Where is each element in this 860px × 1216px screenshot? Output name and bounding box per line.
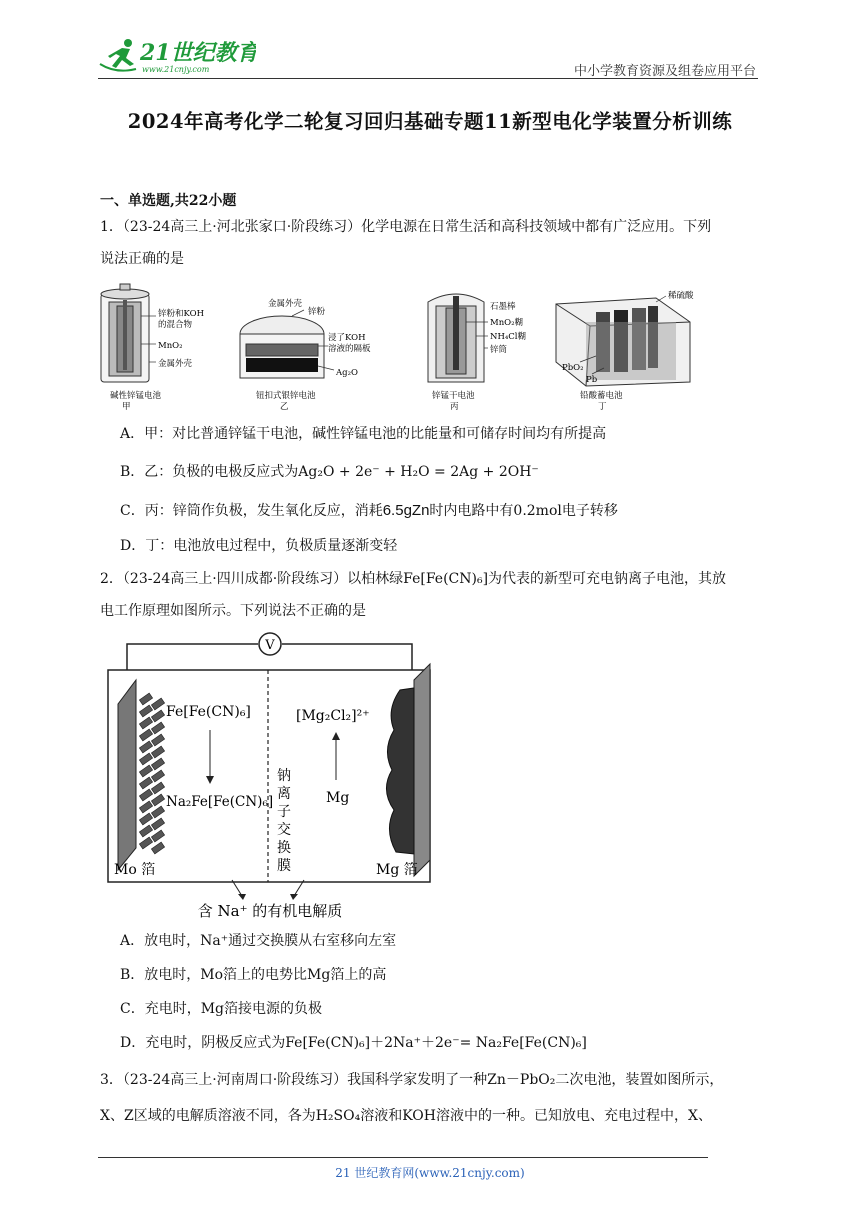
q1-option-b-prefix: B．乙：负极的电极反应式为: [120, 464, 299, 480]
bing-label-4: 锌筒: [490, 345, 508, 355]
jia-caption: 碱性锌锰电池: [110, 391, 162, 401]
q3-stem: [100, 1064, 762, 1132]
bing-caption-2: 丙: [450, 402, 459, 412]
yi-label-2: 锌粉: [308, 307, 326, 317]
q2-option-a[interactable]: A．放电时，Na⁺通过交换膜从右室移向左室: [120, 933, 397, 949]
logo-url: www.21cnjy.com: [142, 65, 210, 74]
q2-figure: [100, 630, 440, 924]
section-heading: 一、单选题,共22小题: [100, 193, 237, 209]
q1-option-c-suffix: 时内电路中有0.2mol电子转移: [429, 503, 618, 519]
q2-option-d[interactable]: D．充电时，阴极反应式为Fe[Fe(CN)₆]＋2Na⁺＋2e⁻= Na₂Fe[Fe(CN)₆]: [120, 1035, 587, 1051]
jia-label-1: 锌粉和KOH: [158, 309, 205, 319]
battery-bing: [428, 294, 526, 412]
svg-text:钠: 钠: [277, 768, 291, 784]
ding-label-1: 稀硫酸: [668, 291, 694, 301]
q3-line1: 3．（23-24高三上·河南周口·阶段练习）我国科学家发明了一种Zn－PbO₂二次电池，装置如图所示，: [100, 1072, 724, 1088]
right-bottom-metal: Mg: [326, 790, 350, 806]
footer-text[interactable]: 21 世纪教育网(www.21cnjy.com): [335, 1166, 525, 1180]
left-bottom-compound: Na₂Fe[Fe(CN)₆]: [166, 794, 274, 810]
ding-caption-2: 丁: [598, 402, 607, 412]
q1-option-d[interactable]: D．丁：电池放电过程中，负极质量逐渐变轻: [120, 538, 398, 554]
platform-name: 中小学教育资源及组卷应用平台: [573, 64, 756, 79]
q2-option-b[interactable]: B．放电时，Mo箔上的电势比Mg箔上的高: [120, 967, 387, 983]
q1-option-b[interactable]: [120, 461, 539, 481]
electrolyte-label: 含 Na⁺ 的有机电解质: [197, 902, 343, 920]
svg-text:换: 换: [277, 840, 291, 856]
battery-jia: [101, 284, 204, 412]
jia-caption-2: 甲: [122, 402, 131, 412]
q1-figure: [96, 282, 706, 412]
yi-label-3: 浸了KOH: [328, 333, 366, 343]
ding-caption: 铅酸蓄电池: [580, 391, 623, 401]
svg-text:交: 交: [277, 822, 291, 838]
yi-label-4: 溶液的隔板: [328, 344, 371, 354]
q2-option-c[interactable]: C．充电时，Mg箔接电源的负极: [120, 1001, 323, 1017]
right-top-compound: [Mg₂Cl₂]²⁺: [296, 708, 370, 724]
header-rule: [98, 78, 758, 79]
yi-label-1: 金属外壳: [268, 299, 303, 309]
bing-label-3: NH₄Cl糊: [490, 332, 526, 342]
left-top-compound: Fe[Fe(CN)₆]: [166, 704, 251, 720]
q1-option-c-prefix: C．丙：锌筒作负极，发生氧化反应，消耗: [120, 503, 383, 519]
q2-stem-line1: 2．（23-24高三上·四川成都·阶段练习）以柏林绿Fe[Fe(CN)₆]为代表的新型可充电钠离子电池，其放: [100, 571, 727, 587]
jia-label-3: MnO₂: [158, 341, 183, 351]
jia-label-2: 的混合物: [158, 320, 193, 330]
q2-stem: [100, 563, 762, 627]
page-title: 2024年高考化学二轮复习回归基础专题11新型电化学装置分析训练: [127, 110, 733, 133]
battery-ding: [556, 290, 694, 412]
svg-text:离: 离: [277, 786, 291, 802]
yi-label-5: Ag₂O: [336, 368, 358, 378]
q1-option-c[interactable]: [120, 500, 618, 520]
svg-text:子: 子: [277, 804, 291, 820]
logo-text: 21世纪教育: [140, 40, 256, 66]
footer-rule: [98, 1157, 708, 1158]
mg-foil-label: Mg 箔: [376, 862, 418, 878]
yi-caption: 钮扣式银锌电池: [256, 391, 316, 401]
ding-label-3: Pb: [586, 375, 598, 385]
q1-option-a[interactable]: A．甲：对比普通锌锰干电池，碱性锌锰电池的比能量和可储存时间均有所提高: [120, 426, 607, 442]
q1-option-c-mass: 6.5gZn: [382, 502, 430, 519]
q1-stem: [100, 211, 762, 275]
battery-yi: [240, 298, 371, 412]
mo-foil-label: Mo 箔: [114, 862, 156, 878]
yi-caption-2: 乙: [280, 402, 289, 412]
ding-label-2: PbO₂: [562, 363, 584, 373]
jia-label-4: 金属外壳: [158, 359, 193, 369]
site-logo: [96, 36, 256, 76]
q1-stem-line2: 说法正确的是: [100, 251, 184, 267]
q1-stem-line1: 1．（23-24高三上·河北张家口·阶段练习）化学电源在日常生活和高科技领域中都有广泛应用。下列: [100, 219, 712, 235]
q2-stem-line2: 电工作原理如图所示。下列说法不正确的是: [100, 603, 366, 619]
bing-label-1: 石墨棒: [490, 302, 516, 312]
svg-text:膜: 膜: [277, 858, 291, 874]
q3-line2: X、Z区域的电解质溶液不同，各为H₂SO₄溶液和KOH溶液中的一种。已知放电、充电过程中，X、: [100, 1108, 712, 1124]
bing-label-2: MnO₂糊: [490, 318, 524, 328]
bing-caption: 锌锰干电池: [432, 391, 475, 401]
q1-option-b-equation: Ag₂O + 2e⁻ + H₂O = 2Ag + 2OH⁻: [298, 464, 539, 480]
voltmeter-label: V: [265, 638, 275, 653]
